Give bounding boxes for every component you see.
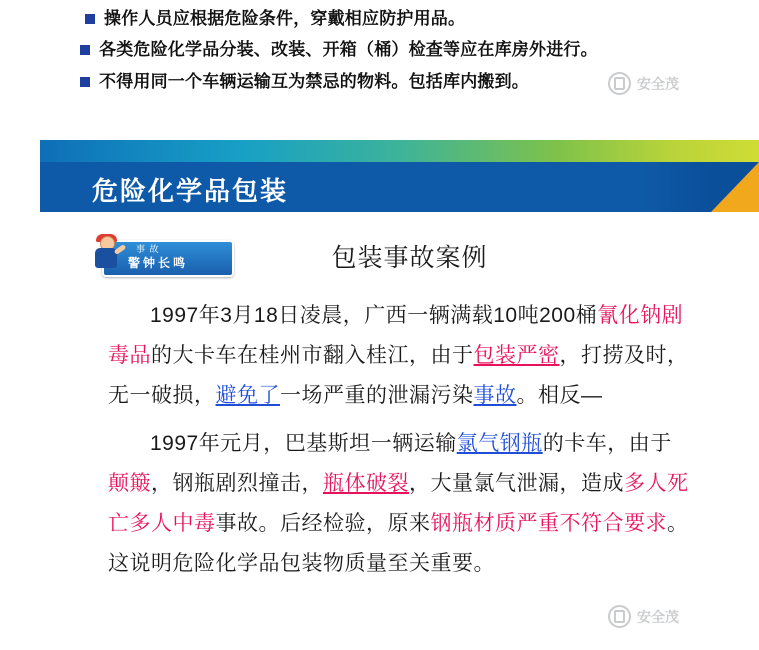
square-bullet-icon: [80, 77, 90, 87]
page-title: 危险化学品包装: [92, 176, 289, 206]
p1-seg1: 1997年3月18日凌晨，广西一辆满载10吨200桶: [150, 304, 598, 327]
p2-seg2: 的卡车，由于: [542, 432, 672, 455]
square-bullet-icon: [80, 45, 90, 55]
p2-highlight-1: 氯气钢瓶: [456, 432, 543, 455]
p2-highlight-3: 瓶体破裂: [323, 472, 409, 495]
paragraph-1: [108, 296, 689, 416]
list-item: [80, 39, 759, 60]
watermark-logo-top: [608, 72, 679, 95]
warning-badge: [80, 234, 230, 279]
watermark-label: 安全茂: [637, 75, 679, 92]
p1-seg5: 。相反—: [516, 384, 603, 407]
p1-highlight-3: 避免了: [215, 384, 280, 407]
list-item: [85, 8, 759, 29]
p1-highlight-4: 事故: [473, 384, 517, 407]
case-heading: 包装事故案例: [331, 244, 488, 272]
arm-shape: [114, 244, 127, 255]
p2-seg4: ，大量氯气泄漏，造成: [409, 472, 624, 495]
slide-content: [0, 228, 759, 584]
p1-highlight-2: 包装严密: [473, 344, 560, 367]
badge-line2: 警钟长鸣: [128, 256, 189, 270]
watermark-logo-bottom: [608, 605, 679, 628]
bullet-text: 各类危险化学品分装、改装、开箱（桶）检查等应在库房外进行。: [99, 40, 598, 60]
p1-highlight-1: 氰化钠剧毒品: [108, 304, 684, 367]
paragraph-2: [108, 424, 689, 584]
p2-seg6: 。这说明危险化学品包装物质量至关重要。: [108, 512, 689, 575]
p2-seg5: 事故。后经检验，原来: [215, 512, 431, 535]
p2-highlight-5: 钢瓶材质严重不符合要求: [430, 512, 667, 535]
p2-seg1: 1997年元月，巴基斯坦一辆运输: [150, 432, 457, 455]
p2-highlight-4: 多人死亡多人中毒: [108, 472, 689, 535]
p2-seg3: ，钢瓶剧烈撞击，: [151, 472, 323, 495]
square-bullet-icon: [85, 14, 95, 24]
p1-seg3: ，打捞及时，无一破损，: [108, 344, 689, 407]
lock-icon: [608, 72, 631, 95]
p1-seg4: 一场严重的泄漏污染: [280, 384, 474, 407]
section-banner: [0, 140, 759, 218]
worker-mascot-icon: [86, 234, 126, 279]
p1-seg2: 的大卡车在桂州市翻入桂江，由于: [151, 344, 474, 367]
p2-highlight-2: 颠簸: [108, 472, 151, 495]
watermark-label: 安全茂: [637, 608, 679, 625]
badge-line1: 事 故: [136, 244, 160, 254]
lock-icon: [608, 605, 631, 628]
banner-corner-accent: [711, 162, 759, 212]
bullet-text: 不得用同一个车辆运输互为禁忌的物料。包括库内搬到。: [99, 71, 529, 91]
bullet-text: 操作人员应根据危险条件，穿戴相应防护用品。: [104, 9, 466, 28]
